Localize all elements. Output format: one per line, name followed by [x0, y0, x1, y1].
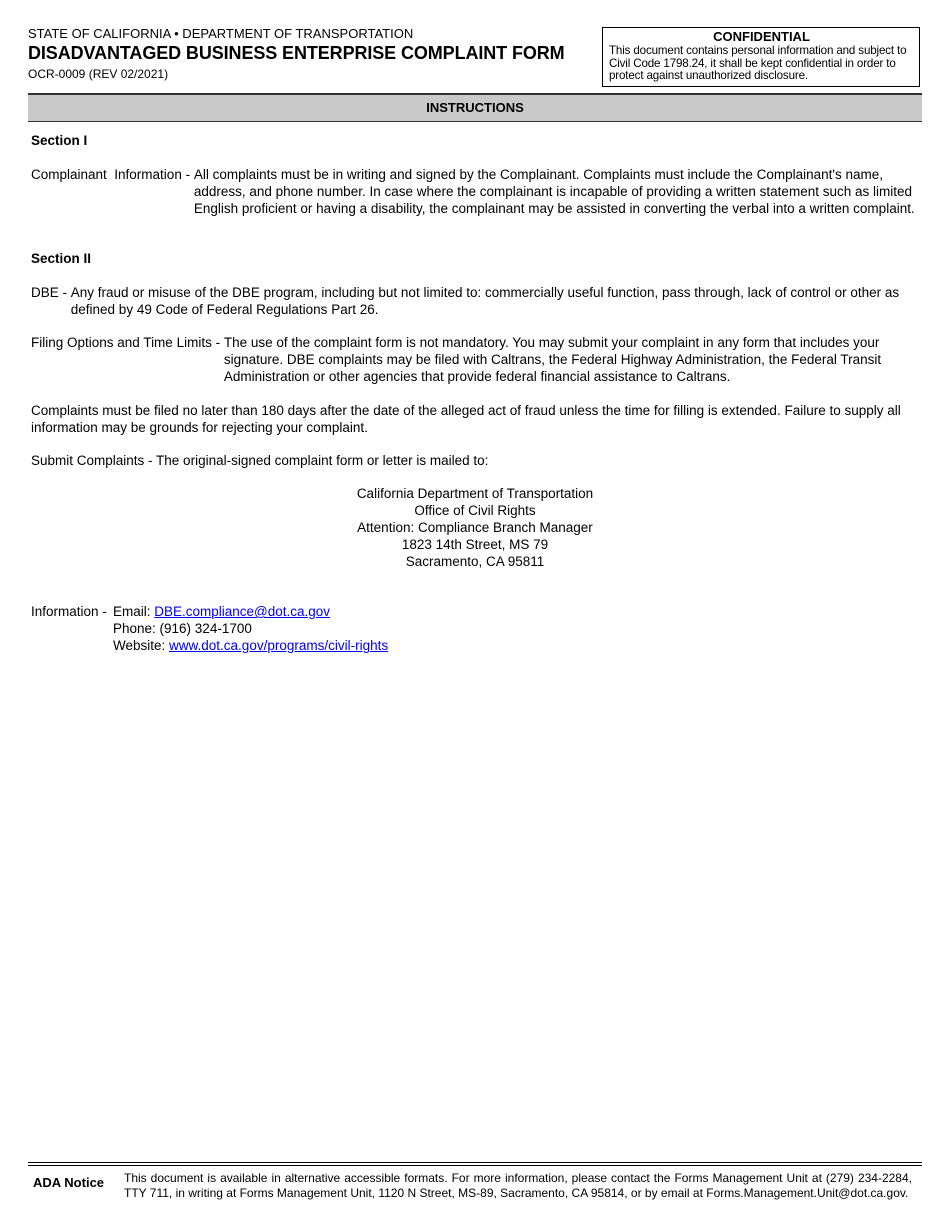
ada-notice-label: ADA Notice — [33, 1175, 105, 1190]
filing-deadline: Complaints must be filed no later than 180 days after the date of the alleged act of fraud unless the time for filling is extended. Failure to supply all information may be grounds for rejecting your complaint. — [31, 403, 901, 435]
address-line-4: 1823 14th Street, MS 79 — [401, 537, 549, 552]
address-line-2: Office of Civil Rights — [414, 503, 536, 518]
form-header — [28, 26, 598, 81]
confidential-notice — [602, 27, 920, 87]
complainant-information-label: Complainant Information - — [31, 167, 194, 182]
address-line-5: Sacramento, CA 95811 — [405, 554, 545, 569]
form-number: OCR-0009 (REV 02/2021) — [28, 67, 169, 81]
email-label: Email: — [113, 604, 155, 619]
dbe-text: Any fraud or misuse of the DBE program, including but not limited to: commercially useful function, pass through, lack of control or other as defined by 49 Code of Federal Regulations Part 26. — [70, 285, 900, 317]
email-link[interactable]: DBE.compliance@dot.ca.gov — [154, 604, 331, 619]
complainant-information-text: All complaints must be in writing and signed by the Complainant. Complaints must include the Complainant's name, address, and phone number. In case where the complainant is incapable of providing a written statement such as limited English proficient or having a disability, the complainant may be assisted in converting the verbal into a written complaint. — [193, 167, 915, 216]
section-1-heading: Section I — [31, 133, 88, 148]
confidential-text: This document contains personal information and subject to Civil Code 1798.24, it shall be kept confidential in order to protect against unauthorized disclosure. — [609, 44, 907, 82]
information-label: Information - — [31, 604, 107, 619]
address-line-1: California Department of Transportation — [356, 486, 594, 501]
agency-name: STATE OF CALIFORNIA • DEPARTMENT OF TRANSPORTATION — [28, 26, 414, 41]
footer-divider-bottom — [28, 1165, 922, 1166]
dbe-definition — [31, 284, 916, 318]
submit-complaints: Submit Complaints - The original-signed complaint form or letter is mailed to: — [31, 453, 489, 468]
instructions-heading: INSTRUCTIONS — [28, 93, 922, 122]
confidential-title: CONFIDENTIAL — [713, 29, 810, 44]
form-title: DISADVANTAGED BUSINESS ENTERPRISE COMPLAINT FORM — [28, 43, 565, 63]
ada-notice-text: This document is available in alternative accessible formats. For more information, please contact the Forms Management Unit at (279) 234-2284, TTY 711, in writing at Forms Management Unit, 1120 N Street, MS-89, Sacramento, CA 95814, or by email at Forms.Management.Unit@dot.ca.gov. — [124, 1171, 912, 1200]
filing-options-text: The use of the complaint form is not mandatory. You may submit your complaint in any form that includes your signature. DBE complaints may be filed with Caltrans, the Federal Highway Administration, the Federal Transit Administration or other agencies that provide federal financial assistance to Caltrans. — [223, 335, 882, 384]
contact-information — [113, 603, 388, 654]
email-line — [113, 603, 388, 620]
footer-divider-top — [28, 1162, 922, 1163]
website-label: Website: — [113, 638, 170, 653]
mailing-address — [31, 485, 919, 570]
dbe-label: DBE - — [31, 285, 71, 300]
website-line — [113, 637, 388, 654]
complainant-information — [31, 166, 916, 217]
section-2-heading: Section II — [31, 251, 92, 266]
website-link[interactable]: www.dot.ca.gov/programs/civil-rights — [169, 638, 389, 653]
filing-options — [31, 334, 916, 385]
phone-line: Phone: (916) 324-1700 — [113, 621, 252, 636]
address-line-3: Attention: Compliance Branch Manager — [357, 520, 593, 535]
filing-options-label: Filing Options and Time Limits - — [31, 335, 224, 350]
